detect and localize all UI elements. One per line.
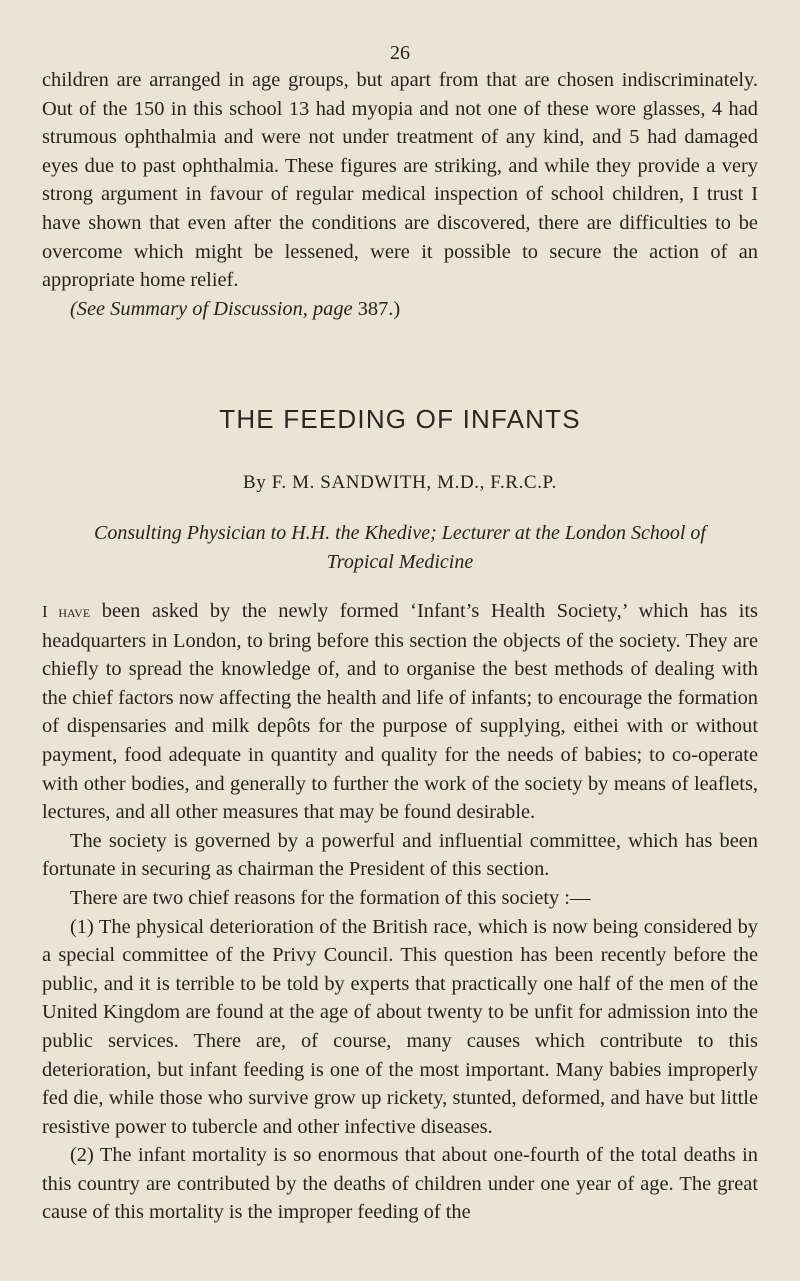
article-title: THE FEEDING OF INFANTS [219,404,581,434]
intro-paragraph: children are arranged in age groups, but apart from that are chosen indiscriminately. Out of the 150 in this school 13 had myopia and not one of these wore glasses, 4 had strumous ophthalmia and were not under treatment of any kind, and 5 had damaged eyes due to past ophthalmia. These figures are striking, and while they provide a very strong argument in favour of regular medical inspection of school children, I trust I have shown that even after the conditions are discovered, there are difficulties to be overcome which might be lessened, were it possible to secure the action of an appropriate home relief. [42,69,758,292]
see-summary-reference [42,295,758,324]
opening-words: I have [42,602,91,621]
article-body [42,597,758,1227]
see-summary-page: 387.) [357,297,401,320]
body-paragraph-4: (1) The physical deterioration of the British race, which is now being considered by a special committee of the Privy Council. This question has been recently before the public, and it is terrible to be told by experts that practically one half of the men of the United Kingdom are found at the age of about twenty to be unfit for admission into the public services. There are, of course, many causes which contribute to this deterioration, but infant feeding is one of the most important. Many babies improperly fed die, while those who survive grow up rickety, stunted, deformed, and have but little resistive power to tubercle and other infective diseases. [42,915,758,1138]
body-paragraph-1-text: been asked by the newly formed ‘Infant’s Health Society,’ which has its headquarters in London, to bring before this section the objects of the society. They are chiefly to spread the knowledge of, and to organise the best methods of dealing with the chief factors now affecting the health and life of infants; to encourage the formation of dispensaries and milk depôts for the purpose of supplying, eithei with or without payment, food adequate in quantity and quality for the needs of babies; to co-operate with other bodies, and generally to further the work of the society by means of leaflets, lectures, and all other measures that may be found desirable. [42,600,758,824]
see-summary-text: (See Summary of Discussion, page [70,297,358,320]
body-paragraph-1 [42,597,758,827]
author-byline: By F. M. SANDWITH, M.D., F.R.C.P. [243,472,557,493]
author-affiliation: Consulting Physician to H.H. the Khedive; Lecturer at the London School of Tropical Medicine [94,522,706,573]
page-number: 26 [390,42,410,64]
intro-section [42,66,758,323]
body-paragraph-2: The society is governed by a powerful and influential committee, which has been fortunate in securing as chairman the President of this section. [42,829,758,881]
body-paragraph-5: (2) The infant mortality is so enormous that about one-fourth of the total deaths in this country are contributed by the deaths of children under one year of age. The great cause of this mortality is the improper feeding of the [42,1144,758,1224]
body-paragraph-3: There are two chief reasons for the formation of this society :— [70,886,591,909]
